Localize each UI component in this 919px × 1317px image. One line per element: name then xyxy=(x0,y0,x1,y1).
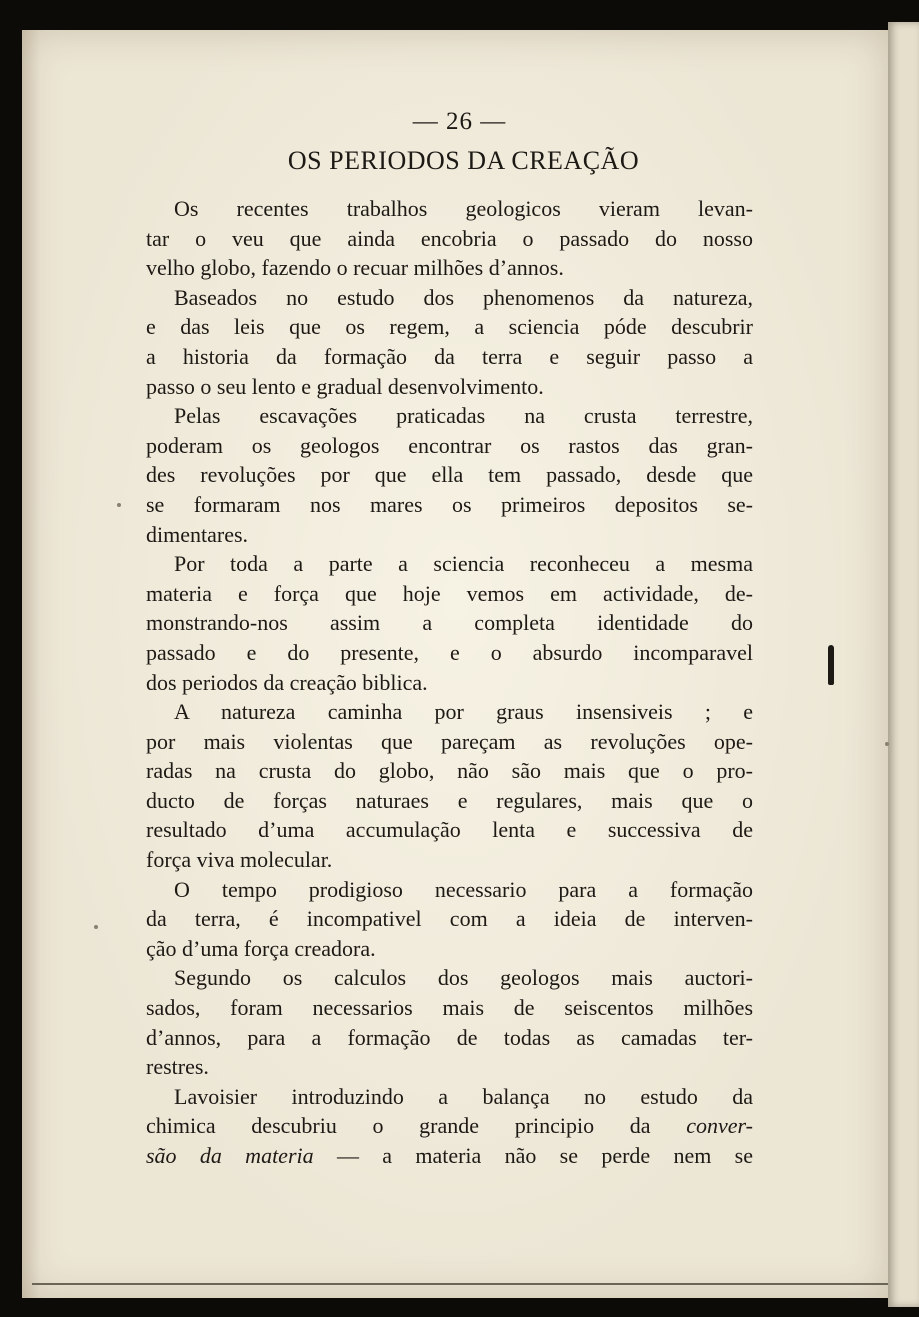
page-number: — 26 — xyxy=(412,108,507,135)
text-line xyxy=(146,1141,753,1171)
text-line: e das leis que os regem, a sciencia póde descubrir xyxy=(146,314,753,340)
text-line: A natureza caminha por graus insensiveis ; e xyxy=(174,699,753,725)
text-line: sados, foram necessarios mais de seiscentos milhões xyxy=(146,995,753,1021)
text-line: restres. xyxy=(146,1054,209,1080)
text-line: passo o seu lento e gradual desenvolvimento. xyxy=(146,373,544,399)
text-line: tar o veu que ainda encobria o passado do nosso xyxy=(146,225,753,251)
chapter-title: OS PERIODOS DA CREAÇÃO xyxy=(287,146,640,175)
text-line: materia e força que hoje vemos em actividade, de- xyxy=(146,580,753,606)
text-line: se formaram nos mares os primeiros depositos se- xyxy=(146,491,753,517)
text-line: dos periodos da creação biblica. xyxy=(146,669,428,695)
text-line: velho globo, fazendo o recuar milhões d’annos. xyxy=(146,255,564,281)
italic-phrase: conver- xyxy=(686,1113,753,1139)
text-line: passado e do presente, e o absurdo incomparavel xyxy=(146,639,753,665)
text-line: Por toda a parte a sciencia reconheceu a mesma xyxy=(174,551,753,577)
body-text xyxy=(146,194,753,1171)
line-text: — a materia não se perde nem se xyxy=(313,1143,753,1168)
text-line: Pelas escavações praticadas na crusta terrestre, xyxy=(174,403,753,429)
text-line: poderam os geologos encontrar os rastos das gran- xyxy=(146,432,753,458)
text-line: Segundo os calculos dos geologos mais auctori- xyxy=(174,965,753,991)
text-line: Lavoisier introduzindo a balança no estudo da xyxy=(174,1083,753,1109)
text-line xyxy=(146,1111,753,1141)
text-line: da terra, é incompativel com a ideia de interven- xyxy=(146,906,753,932)
text-line: Os recentes trabalhos geologicos vieram levan- xyxy=(174,196,753,221)
margin-spot xyxy=(94,925,98,929)
text-line: por mais violentas que pareçam as revoluções ope- xyxy=(146,728,753,754)
margin-spot xyxy=(885,742,889,746)
italic-phrase: são da materia xyxy=(146,1143,314,1168)
text-line: des revoluções por que ella tem passado, desde que xyxy=(146,462,753,488)
text-line: dimentares. xyxy=(146,521,249,547)
margin-ink-mark xyxy=(828,645,834,685)
adjacent-page-edge xyxy=(888,22,919,1307)
text-line: ducto de forças naturaes e regulares, mais que o xyxy=(146,787,753,813)
text-line: ção d’uma força creadora. xyxy=(146,935,376,961)
text-line: a historia da formação da terra e seguir passo a xyxy=(146,343,753,369)
text-line: Baseados no estudo dos phenomenos da natureza, xyxy=(174,284,753,310)
text-line: radas na crusta do globo, não são mais que o pro- xyxy=(146,758,753,784)
text-line: O tempo prodigioso necessario para a formação xyxy=(174,876,753,902)
text-line: monstrando-nos assim a completa identidade do xyxy=(146,610,753,636)
text-line: resultado d’uma accumulação lenta e successiva de xyxy=(146,817,753,843)
page-bottom-edge xyxy=(32,1283,888,1285)
line-text: chimica descubriu o grande principio da xyxy=(146,1113,687,1139)
text-line: d’annos, para a formação de todas as camadas ter- xyxy=(146,1024,753,1050)
text-line: força viva molecular. xyxy=(146,847,333,873)
margin-spot xyxy=(117,503,121,507)
